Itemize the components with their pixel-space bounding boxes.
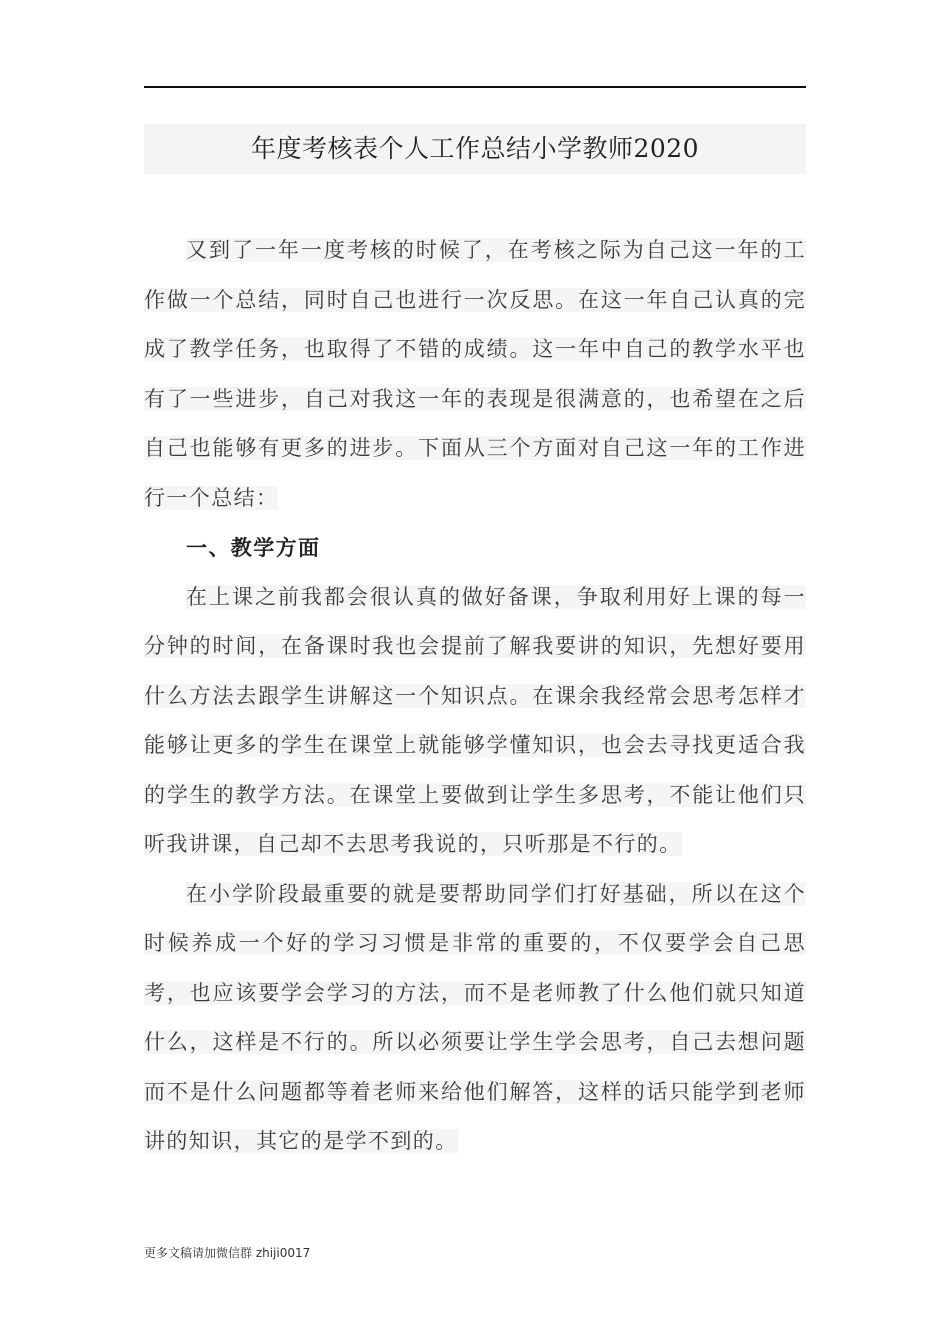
header-rule [144, 86, 806, 88]
footer-note: 更多文稿请加微信群 zhiji0017 [144, 1246, 311, 1260]
intro-paragraph-text: 又到了一年一度考核的时候了，在考核之际为自己这一年的工作做一个总结，同时自己也进行一次反思。在这一年自己认真的完成了教学任务，也取得了不错的成绩。这一年中自己的教学水平也有了一些进步，自己对我这一年的表现是很满意的，也希望在之后自己也能够有更多的进步。下面从三个方面对自己这一年的工作进行一个总结： [144, 238, 806, 510]
teaching-paragraph-2 [144, 870, 806, 1167]
teaching-paragraph-1-text: 在上课之前我都会很认真的做好备课，争取利用好上课的每一分钟的时间，在备课时我也会提前了解我要讲的知识，先想好要用什么方法去跟学生讲解这一个知识点。在课余我经常会思考怎样才能够让更多的学生在课堂上就能够学懂知识，也会去寻找更适合我的学生的教学方法。在课堂上要做到让学生多思考，不能让他们只听我讲课，自己却不去思考我说的，只听那是不行的。 [144, 584, 806, 856]
intro-paragraph [144, 226, 806, 523]
document-body [144, 226, 806, 1167]
teaching-paragraph-1 [144, 573, 806, 870]
document-title: 年度考核表个人工作总结小学教师2020 [250, 134, 700, 163]
section-heading-teaching: 一、教学方面 [186, 535, 321, 560]
teaching-paragraph-2-text: 在小学阶段最重要的就是要帮助同学们打好基础，所以在这个时候养成一个好的学习习惯是非常的重要的，不仅要学会自己思考，也应该要学会学习的方法，而不是老师教了什么他们就只知道什么，这样是不行的。所以必须要让学生学会思考，自己去想问题而不是什么问题都等着老师来给他们解答，这样的话只能学到老师讲的知识，其它的是学不到的。 [144, 881, 806, 1153]
